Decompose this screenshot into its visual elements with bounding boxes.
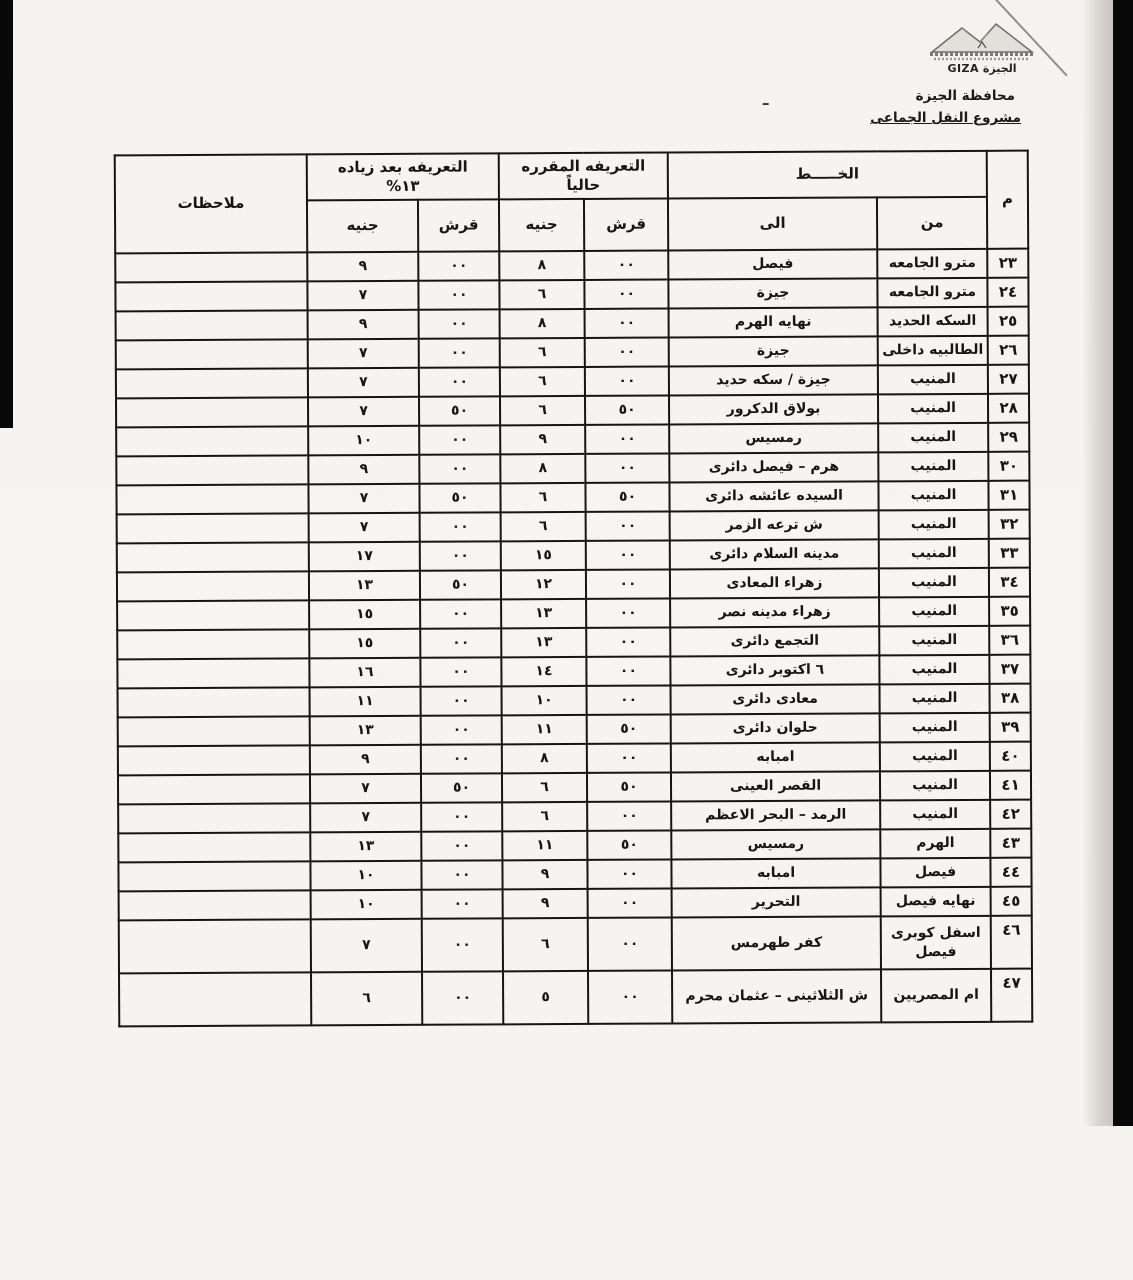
increased-piasters-cell: ٠٠	[422, 918, 503, 971]
header-piasters-col-increased: قرش	[418, 199, 499, 251]
current-pounds-cell: ١٢	[501, 570, 586, 599]
fare-row	[116, 365, 1029, 399]
row-number-cell: ٣٨	[990, 684, 1031, 713]
header-increased-tariff-line2: ١٣%	[386, 176, 420, 195]
header-from-col: من	[877, 197, 987, 250]
from-cell: المنيب	[878, 452, 988, 482]
to-cell: مدينه السلام دائرى	[670, 539, 879, 569]
notes-cell	[117, 600, 309, 630]
from-cell: المنيب	[878, 394, 988, 424]
current-pounds-cell: ٩	[502, 860, 587, 889]
current-pounds-cell: ١١	[502, 715, 587, 744]
increased-pounds-cell: ١١	[310, 687, 421, 717]
increased-pounds-cell: ٩	[307, 252, 418, 282]
current-pounds-cell: ٨	[500, 309, 585, 338]
increased-pounds-cell: ٦	[311, 972, 422, 1026]
current-piasters-cell: ٥٠	[587, 772, 671, 801]
current-piasters-cell: ٠٠	[588, 888, 672, 917]
current-pounds-cell: ١٥	[501, 541, 586, 570]
from-cell: فيصل	[880, 858, 990, 888]
fare-row	[118, 684, 1031, 718]
to-cell: التحرير	[672, 887, 881, 917]
header-increased-tariff-group	[307, 153, 499, 200]
increased-piasters-cell: ٠٠	[420, 541, 501, 570]
to-cell: نهايه الهرم	[669, 307, 878, 337]
fare-row	[116, 336, 1029, 370]
fare-row	[117, 539, 1030, 573]
row-number-cell: ٤٧	[991, 969, 1032, 1022]
row-number-cell: ٤٠	[990, 742, 1031, 771]
row-number-cell: ٤٢	[990, 800, 1031, 829]
current-piasters-cell: ٠٠	[585, 366, 669, 395]
notes-cell	[116, 397, 308, 427]
fare-row	[117, 597, 1030, 631]
row-number-cell: ٢٤	[987, 278, 1028, 307]
fare-row	[116, 394, 1029, 428]
from-cell: المنيب	[880, 771, 990, 801]
current-piasters-cell: ٠٠	[587, 801, 671, 830]
current-piasters-cell: ٠٠	[586, 569, 670, 598]
from-cell: نهايه فيصل	[881, 887, 991, 917]
current-piasters-cell: ٠٠	[587, 743, 671, 772]
current-pounds-cell: ٩	[503, 889, 588, 918]
increased-piasters-cell: ٠٠	[419, 367, 500, 396]
current-piasters-cell: ٥٠	[587, 714, 671, 743]
fare-row	[119, 969, 1032, 1027]
increased-piasters-cell: ٠٠	[421, 831, 502, 860]
notes-cell	[118, 803, 310, 833]
header-row-groups	[115, 151, 1028, 202]
fare-row	[117, 568, 1030, 602]
current-piasters-cell: ٠٠	[586, 511, 670, 540]
row-number-cell: ٤٦	[991, 916, 1032, 969]
from-cell: المنيب	[879, 655, 989, 685]
row-number-cell: ٢٥	[988, 307, 1029, 336]
fare-row	[116, 452, 1029, 486]
from-cell: المنيب	[879, 568, 989, 598]
header-piasters-col-current: قرش	[584, 198, 668, 250]
from-cell: المنيب	[879, 539, 989, 569]
fare-row	[118, 713, 1031, 747]
notes-cell	[116, 368, 308, 398]
increased-piasters-cell: ٥٠	[421, 773, 502, 802]
scan-edge-right	[1113, 0, 1133, 1126]
current-pounds-cell: ١٣	[501, 599, 586, 628]
notes-cell	[116, 426, 308, 456]
fare-row	[118, 800, 1031, 834]
current-piasters-cell: ٥٠	[585, 395, 669, 424]
notes-cell	[116, 310, 308, 340]
to-cell: ش ترعه الزمر	[670, 510, 879, 540]
current-piasters-cell: ٠٠	[588, 917, 672, 970]
header-to-col: الى	[668, 197, 877, 250]
fare-table-container	[114, 150, 1032, 1028]
to-cell: زهراء مدينه نصر	[670, 597, 879, 627]
increased-piasters-cell: ٠٠	[419, 454, 500, 483]
to-cell: القصر العينى	[671, 771, 880, 801]
increased-piasters-cell: ٠٠	[419, 309, 500, 338]
fare-table	[114, 150, 1034, 1028]
notes-cell	[119, 919, 311, 973]
notes-cell	[117, 658, 309, 688]
giza-governorate-logo	[922, 20, 1042, 75]
fare-table-body	[115, 249, 1032, 1027]
header-current-tariff-group	[499, 152, 668, 199]
increased-piasters-cell: ٠٠	[422, 889, 503, 918]
notes-cell	[115, 281, 307, 311]
increased-pounds-cell: ٧	[310, 774, 421, 804]
header-pounds-col-current: جنيه	[499, 199, 584, 251]
to-cell: فيصل	[668, 249, 877, 279]
row-number-cell: ٣٧	[989, 655, 1030, 684]
current-piasters-cell: ٠٠	[586, 627, 670, 656]
to-cell: الرمد – البحر الاعظم	[671, 800, 880, 830]
from-cell: المنيب	[880, 742, 990, 772]
increased-pounds-cell: ٩	[308, 310, 419, 340]
fare-row	[116, 423, 1029, 457]
increased-pounds-cell: ٧	[311, 919, 422, 973]
notes-cell	[118, 832, 310, 862]
notes-cell	[118, 745, 310, 775]
current-pounds-cell: ٦	[499, 280, 584, 309]
current-piasters-cell: ٠٠	[587, 859, 671, 888]
increased-pounds-cell: ٧	[308, 339, 419, 369]
to-cell: بولاق الدكرور	[669, 394, 878, 424]
current-piasters-cell: ٠٠	[585, 453, 669, 482]
to-cell: رمسيس	[671, 829, 880, 859]
increased-piasters-cell: ٠٠	[418, 251, 499, 280]
current-pounds-cell: ٦	[502, 773, 587, 802]
increased-pounds-cell: ٧	[308, 368, 419, 398]
fare-row	[117, 510, 1030, 544]
from-cell: المنيب	[879, 510, 989, 540]
notes-cell	[119, 972, 311, 1026]
increased-piasters-cell: ٥٠	[419, 396, 500, 425]
increased-pounds-cell: ١٥	[309, 629, 420, 659]
increased-pounds-cell: ١٣	[309, 571, 420, 601]
notes-cell	[116, 455, 308, 485]
to-cell: كفر طهرمس	[672, 916, 881, 970]
project-title: مشروع النقل الجماعى	[870, 110, 1021, 126]
current-piasters-cell: ٠٠	[586, 598, 670, 627]
notes-cell	[117, 571, 309, 601]
row-number-cell: ٢٩	[988, 423, 1029, 452]
current-piasters-cell: ٠٠	[585, 308, 669, 337]
current-piasters-cell: ٠٠	[584, 250, 668, 279]
current-pounds-cell: ٦	[502, 802, 587, 831]
increased-piasters-cell: ٠٠	[421, 744, 502, 773]
row-number-cell: ٣٠	[988, 452, 1029, 481]
row-number-cell: ٢٣	[987, 249, 1028, 278]
notes-cell	[117, 513, 309, 543]
increased-pounds-cell: ١٠	[308, 426, 419, 456]
fare-row	[115, 249, 1028, 283]
from-cell: الهرم	[880, 829, 990, 859]
to-cell: جيزة	[668, 278, 877, 308]
increased-pounds-cell: ٧	[308, 484, 419, 514]
scan-page-edge-shadow	[1082, 0, 1113, 1126]
current-pounds-cell: ٦	[500, 338, 585, 367]
increased-pounds-cell: ٧	[307, 281, 418, 311]
header-increased-tariff-line1: التعريفه بعد زياده	[337, 157, 468, 177]
row-number-cell: ٤١	[990, 771, 1031, 800]
current-piasters-cell: ٠٠	[586, 540, 670, 569]
increased-pounds-cell: ٧	[308, 397, 419, 427]
from-cell: مترو الجامعه	[877, 249, 987, 279]
header-current-tariff-line1: التعريفه المقرره	[521, 156, 646, 176]
to-cell: هرم – فيصل دائرى	[669, 452, 878, 482]
current-piasters-cell: ٠٠	[585, 424, 669, 453]
current-pounds-cell: ١٤	[501, 657, 586, 686]
increased-piasters-cell: ٠٠	[420, 657, 501, 686]
current-piasters-cell: ٠٠	[585, 337, 669, 366]
fare-row	[116, 307, 1029, 341]
current-pounds-cell: ٦	[500, 396, 585, 425]
from-cell: السكه الحديد	[878, 307, 988, 337]
current-pounds-cell: ٨	[500, 454, 585, 483]
from-cell: المنيب	[880, 800, 990, 830]
row-number-cell: ٣٣	[989, 539, 1030, 568]
logo-caption: الجيزة GIZA	[947, 62, 1017, 75]
notes-cell	[116, 484, 308, 514]
to-cell: السيده عائشه دائرى	[669, 481, 878, 511]
current-pounds-cell: ١٠	[502, 686, 587, 715]
to-cell: امبابه	[671, 858, 880, 888]
current-piasters-cell: ٠٠	[586, 656, 670, 685]
header-current-tariff-line2: حالياً	[566, 175, 601, 195]
current-pounds-cell: ٦	[503, 918, 588, 971]
current-pounds-cell: ٦	[500, 367, 585, 396]
from-cell: الطالبيه داخلى	[878, 336, 988, 366]
increased-piasters-cell: ٠٠	[418, 280, 499, 309]
org-title: محافظة الجيزة	[915, 88, 1015, 104]
from-cell: اسفل كوبرى فيصل	[881, 916, 991, 970]
header-number-col: م	[987, 151, 1029, 249]
to-cell: رمسيس	[669, 423, 878, 453]
notes-cell	[117, 542, 309, 572]
increased-piasters-cell: ٥٠	[420, 570, 501, 599]
from-cell: المنيب	[878, 423, 988, 453]
fare-row	[115, 278, 1028, 312]
header-notes-col: ملاحظات	[115, 154, 308, 253]
notes-cell	[117, 629, 309, 659]
increased-pounds-cell: ١٣	[310, 716, 421, 746]
increased-pounds-cell: ١٥	[309, 600, 420, 630]
increased-piasters-cell: ٠٠	[421, 686, 502, 715]
notes-cell	[115, 252, 307, 282]
increased-pounds-cell: ١٠	[311, 890, 422, 920]
scan-edge-left	[0, 0, 13, 428]
increased-pounds-cell: ٧	[310, 803, 421, 833]
current-pounds-cell: ٩	[500, 425, 585, 454]
from-cell: مترو الجامعه	[877, 278, 987, 308]
from-cell: المنيب	[879, 597, 989, 627]
current-pounds-cell: ١٣	[501, 628, 586, 657]
fare-row	[119, 916, 1032, 974]
increased-pounds-cell: ١٠	[310, 861, 421, 891]
row-number-cell: ٤٤	[990, 858, 1031, 887]
increased-piasters-cell: ٥٠	[419, 483, 500, 512]
row-number-cell: ٣٤	[989, 568, 1030, 597]
row-number-cell: ٢٦	[988, 336, 1029, 365]
from-cell: المنيب	[880, 713, 990, 743]
from-cell: المنيب	[879, 626, 989, 656]
fare-row	[116, 481, 1029, 515]
current-pounds-cell: ٥	[503, 971, 588, 1024]
notes-cell	[119, 890, 311, 920]
row-number-cell: ٤٣	[990, 829, 1031, 858]
header-pounds-col-increased: جنيه	[307, 200, 418, 253]
increased-piasters-cell: ٠٠	[419, 338, 500, 367]
stray-dash-mark: –	[762, 94, 770, 112]
current-pounds-cell: ٨	[499, 251, 584, 280]
increased-pounds-cell: ٧	[309, 513, 420, 543]
fare-row	[117, 626, 1030, 660]
to-cell: معادى دائرى	[671, 684, 880, 714]
increased-pounds-cell: ١٦	[309, 658, 420, 688]
to-cell: امبابه	[671, 742, 880, 772]
to-cell: التجمع دائرى	[670, 626, 879, 656]
increased-piasters-cell: ٠٠	[419, 425, 500, 454]
to-cell: ش الثلاثينى – عثمان محرم	[672, 969, 881, 1023]
current-piasters-cell: ٥٠	[587, 830, 671, 859]
row-number-cell: ٢٧	[988, 365, 1029, 394]
notes-cell	[118, 687, 310, 717]
increased-piasters-cell: ٠٠	[420, 599, 501, 628]
pyramids-mountain-icon	[926, 20, 1038, 64]
increased-pounds-cell: ١٣	[310, 832, 421, 862]
to-cell: حلوان دائرى	[671, 713, 880, 743]
fare-row	[117, 655, 1030, 689]
increased-pounds-cell: ٩	[310, 745, 421, 775]
to-cell: جيزة	[669, 336, 878, 366]
from-cell: المنيب	[880, 684, 990, 714]
increased-piasters-cell: ٠٠	[421, 715, 502, 744]
increased-piasters-cell: ٠٠	[421, 860, 502, 889]
current-piasters-cell: ٠٠	[587, 685, 671, 714]
header-line-group: الخـــــط	[668, 151, 987, 199]
fare-row	[118, 829, 1031, 863]
current-pounds-cell: ٦	[501, 512, 586, 541]
fare-row	[118, 742, 1031, 776]
increased-pounds-cell: ٩	[308, 455, 419, 485]
fare-row	[118, 771, 1031, 805]
row-number-cell: ٣٦	[989, 626, 1030, 655]
current-pounds-cell: ٨	[502, 744, 587, 773]
increased-piasters-cell: ٠٠	[422, 971, 503, 1024]
current-pounds-cell: ١١	[502, 831, 587, 860]
from-cell: ام المصريين	[881, 969, 991, 1023]
row-number-cell: ٣٥	[989, 597, 1030, 626]
increased-piasters-cell: ٠٠	[420, 512, 501, 541]
current-piasters-cell: ٥٠	[585, 482, 669, 511]
current-pounds-cell: ٦	[500, 483, 585, 512]
notes-cell	[118, 716, 310, 746]
notes-cell	[116, 339, 308, 369]
increased-piasters-cell: ٠٠	[420, 628, 501, 657]
row-number-cell: ٤٥	[991, 887, 1032, 916]
row-number-cell: ٣٢	[989, 510, 1030, 539]
notes-cell	[118, 861, 310, 891]
increased-pounds-cell: ١٧	[309, 542, 420, 572]
increased-piasters-cell: ٠٠	[421, 802, 502, 831]
from-cell: المنيب	[878, 481, 988, 511]
to-cell: جيزة / سكه حديد	[669, 365, 878, 395]
to-cell: ٦ اكتوبر دائرى	[670, 655, 879, 685]
row-number-cell: ٣٩	[990, 713, 1031, 742]
from-cell: المنيب	[878, 365, 988, 395]
row-number-cell: ٢٨	[988, 394, 1029, 423]
to-cell: زهراء المعادى	[670, 568, 879, 598]
notes-cell	[118, 774, 310, 804]
current-piasters-cell: ٠٠	[588, 970, 672, 1023]
row-number-cell: ٣١	[988, 481, 1029, 510]
current-piasters-cell: ٠٠	[584, 279, 668, 308]
